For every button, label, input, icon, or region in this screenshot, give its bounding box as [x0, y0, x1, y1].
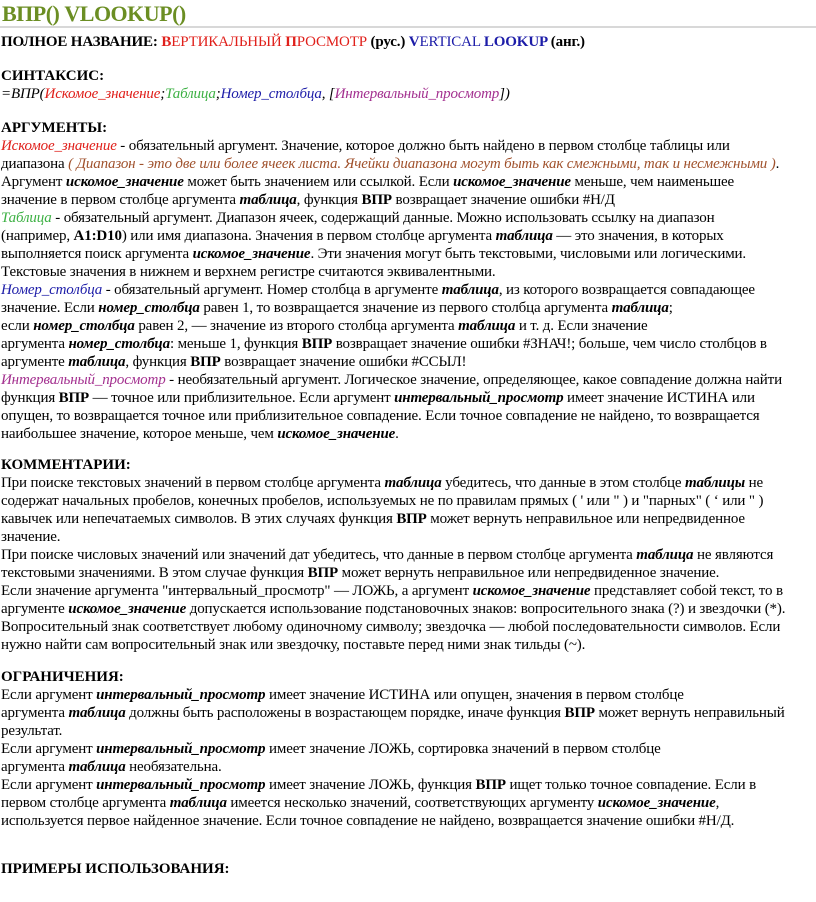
text-run: Если аргумент [1, 777, 97, 793]
emphasized-text: интервальный_просмотр [96, 777, 266, 793]
syntax-text [1, 85, 816, 103]
emphasized-text: LOOKUP [483, 34, 548, 50]
examples-heading: ПРИМЕРЫ ИСПОЛЬЗОВАНИЯ: [1, 861, 230, 877]
text-run: Если аргумент [1, 687, 97, 703]
emphasized-text: таблица [611, 300, 669, 316]
text-line [1, 299, 816, 317]
text-line [1, 758, 816, 776]
text-run: первом столбце аргумента [1, 795, 170, 811]
examples-section [1, 860, 816, 878]
emphasized-text: ЕРТИКАЛЬНЫЙ [171, 34, 286, 50]
text-run: При поиске числовых значений или значений дат убедитесь, что данные в первом столбце аргумента [1, 547, 637, 563]
limitations-heading: ОГРАНИЧЕНИЯ: [1, 669, 124, 685]
text-run: меньше, чем наименьшее [570, 174, 735, 190]
emphasized-text: ВПР [301, 336, 333, 352]
emphasized-text: номер_столбца [33, 318, 135, 334]
emphasized-text: таблица [495, 228, 553, 244]
text-run: опущен, то возвращается точное или приблизительное совпадение. Если точное совпадение не найдено, то возвращается [1, 408, 760, 424]
text-run: может вернуть неправильный [594, 705, 785, 721]
emphasized-text: искомое_значение [277, 426, 396, 442]
text-run: - необязательный аргумент. Логическое значение, определяющее, какое совпадение должна найти [165, 372, 782, 388]
text-line [1, 492, 816, 510]
emphasized-text: Интервальный_просмотр [334, 86, 500, 102]
text-run: возвращает значение ошибки #ССЫЛ! [220, 354, 467, 370]
text-run: - обязательный аргумент. Диапазон ячеек, содержащий данные. Можно использовать ссылку на диапазон [51, 210, 715, 226]
emphasized-text: ВПР [564, 705, 595, 721]
text-run: убедитесь, что данные в этом столбце [441, 475, 686, 491]
text-run: — это значения, в которых [552, 228, 724, 244]
emphasized-text: В [161, 34, 172, 50]
emphasized-text: (анг.) [547, 34, 585, 50]
text-run: , из которого возвращается совпадающее [498, 282, 755, 298]
arguments-heading: АРГУМЕНТЫ: [1, 120, 108, 136]
emphasized-text: интервальный_просмотр [96, 687, 266, 703]
emphasized-text: таблица [68, 759, 126, 775]
syntax-heading: СИНТАКСИС: [1, 68, 105, 84]
text-line [1, 794, 816, 812]
emphasized-text: =ВПР( [1, 86, 45, 102]
text-line [1, 371, 816, 389]
text-run: допускается использование подстановочных знаков: вопросительного знака (?) и звездочки (*). [186, 601, 786, 617]
comments-heading: КОММЕНТАРИИ: [1, 457, 131, 473]
text-run: : меньше 1, функция [169, 336, 302, 352]
text-run: Вопросительный знак соответствует любому одиночному символу; звездочка — любой последовательности символов. Если [1, 619, 781, 635]
emphasized-text: ERTICAL [419, 34, 484, 50]
emphasized-text: ВПР [396, 511, 427, 527]
emphasized-text: таблица [441, 282, 499, 298]
text-run: (например, [1, 228, 74, 244]
text-run: . [395, 426, 399, 442]
emphasized-text: ВПР [475, 777, 506, 793]
text-line [1, 546, 816, 564]
emphasized-text: искомое_значение [597, 795, 716, 811]
emphasized-text: ]) [499, 86, 510, 102]
text-run: возвращает значение ошибки #Н/Д [391, 192, 615, 208]
text-run: значение в первом столбце аргумента [1, 192, 240, 208]
text-line [1, 317, 816, 335]
text-run: необязательна. [125, 759, 222, 775]
text-line [1, 33, 816, 51]
emphasized-text: РОСМОТР [296, 34, 367, 50]
text-run: Если аргумент [1, 741, 97, 757]
text-run: выполняется поиск аргумента [1, 246, 193, 262]
comments-text [1, 474, 816, 654]
text-line [1, 600, 816, 618]
text-run: кавычек или непечатаемых символов. В этих случаях функция [1, 511, 397, 527]
text-run: - обязательный аргумент. Номер столбца в аргументе [102, 282, 442, 298]
text-line [1, 263, 816, 281]
text-line [1, 704, 816, 722]
text-line [1, 245, 816, 263]
emphasized-text: V [408, 34, 420, 50]
text-run: аргументе [1, 354, 69, 370]
emphasized-text: таблицы [685, 475, 746, 491]
text-run: — точное или приблизительное. Если аргумент [89, 390, 395, 406]
emphasized-text: искомое_значение [453, 174, 571, 190]
text-run: , [715, 795, 720, 811]
text-line [1, 85, 816, 103]
text-run: имеется несколько значений, соответствующих аргументу [226, 795, 598, 811]
text-run: Текстовые значения в нижнем и верхнем регистре считаются эквивалентными. [1, 264, 496, 280]
text-line [1, 425, 816, 443]
text-run: имеет значение ИСТИНА или опущен, значения в первом столбце [265, 687, 684, 703]
emphasized-text: Номер_столбца [1, 282, 103, 298]
text-run: имеет значение ЛОЖЬ, функция [265, 777, 476, 793]
emphasized-text: таблица [384, 475, 442, 491]
emphasized-text: номер_столбца [98, 300, 200, 316]
text-run: не [745, 475, 764, 491]
text-run: значение. Если [1, 300, 99, 316]
text-run: и т. д. Если значение [515, 318, 648, 334]
limitations-text [1, 686, 816, 830]
text-run: Если значение аргумента "интервальный_просмотр" — ЛОЖЬ, а аргумент [1, 583, 473, 599]
text-line [1, 353, 816, 371]
emphasized-text: таблица [636, 547, 694, 563]
emphasized-text: Интервальный_просмотр [1, 372, 166, 388]
text-run: нужно найти сам вопросительный знак или звездочку, поставьте перед ними знак тильды (~). [1, 637, 586, 653]
text-run: аргумента [1, 759, 69, 775]
arguments-text [1, 137, 816, 443]
text-run: ; [668, 300, 673, 316]
emphasized-text: , [ [321, 86, 335, 102]
emphasized-text: (рус.) [366, 34, 409, 50]
emphasized-text: ПОЛНОЕ НАЗВАНИЕ: [1, 34, 162, 50]
text-run: функция [1, 390, 59, 406]
text-run: содержат начальных пробелов, конечных пробелов, используемых не по правилам прямых ( ' или " ) и "парных" ( ‘ или " ) [1, 493, 764, 509]
text-run: равен 1, то возвращается значение из первого столбца аргумента [199, 300, 612, 316]
text-run: Аргумент [1, 174, 66, 190]
emphasized-text: таблица [239, 192, 297, 208]
emphasized-text: Номер_столбца [220, 86, 322, 102]
emphasized-text: номер_столбца [68, 336, 170, 352]
text-run: ищет только точное совпадение. Если в [505, 777, 756, 793]
text-line [1, 389, 816, 407]
text-run: аргумента [1, 705, 69, 721]
text-run: , функция [296, 192, 362, 208]
emphasized-text: ; [160, 86, 166, 102]
text-line [1, 474, 816, 492]
emphasized-text: A1:D10 [73, 228, 122, 244]
emphasized-text: искомое_значение [192, 246, 311, 262]
text-line [1, 722, 816, 740]
text-run: может вернуть неправильное или непредвиденное [426, 511, 745, 527]
text-line [1, 281, 816, 299]
text-line [1, 618, 816, 636]
text-line [1, 564, 816, 582]
text-line [1, 335, 816, 353]
emphasized-text: ; [215, 86, 221, 102]
emphasized-text: таблица [169, 795, 227, 811]
text-run: диапазона [1, 156, 69, 172]
emphasized-text: интервальный_просмотр [96, 741, 266, 757]
text-run: не являются [693, 547, 774, 563]
emphasized-text: Искомое_значение [1, 138, 117, 154]
text-run: наибольшее значение, которое меньше, чем [1, 426, 278, 442]
title-divider [0, 26, 816, 28]
text-run: , функция [125, 354, 191, 370]
text-run: - обязательный аргумент. Значение, которое должно быть найдено в первом столбце таблицы или [116, 138, 730, 154]
emphasized-text: ( Диапазон - это две или более ячеек листа. Ячейки диапазона могут быть как смежными, так и несмежными ) [68, 156, 776, 172]
text-run: используется первое найденное значение. Если точное совпадение не найдено, возвращается значение ошибки #Н/Д. [1, 813, 735, 829]
text-run: При поиске текстовых значений в первом столбце аргумента [1, 475, 385, 491]
emphasized-text: таблица [458, 318, 516, 334]
emphasized-text: таблица [68, 705, 126, 721]
text-line [1, 812, 816, 830]
text-run: ) или имя диапазона. Значения в первом столбце аргумента [121, 228, 496, 244]
emphasized-text: искомое_значение [68, 601, 187, 617]
text-line [1, 776, 816, 794]
emphasized-text: ВПР [190, 354, 221, 370]
emphasized-text: ВПР [307, 565, 339, 581]
text-run: имеет значение ЛОЖЬ, сортировка значений в первом столбце [265, 741, 661, 757]
full-name-section [1, 33, 816, 51]
text-line [1, 191, 816, 209]
text-run: . [775, 156, 780, 172]
text-run: . Эти значения могут быть текстовыми, числовыми или логическими. [310, 246, 747, 262]
text-line [1, 137, 816, 155]
emphasized-text: Таблица [1, 210, 52, 226]
emphasized-text: Таблица [165, 86, 216, 102]
text-line [1, 407, 816, 425]
text-line [1, 740, 816, 758]
arguments-section [1, 119, 816, 443]
emphasized-text: ВПР [361, 192, 392, 208]
full-name-text [1, 33, 816, 51]
emphasized-text: интервальный_просмотр [394, 390, 564, 406]
text-run: должны быть расположены в возрастающем порядке, иначе функция [125, 705, 565, 721]
text-line [1, 209, 816, 227]
limitations-section [1, 668, 816, 830]
text-line [1, 155, 816, 173]
text-line [1, 686, 816, 704]
text-run: результат. [1, 723, 63, 739]
emphasized-text: таблица [68, 354, 126, 370]
syntax-section [1, 67, 816, 103]
text-run: аргументе [1, 601, 69, 617]
text-run: представляет собой текст, то в [590, 583, 783, 599]
text-run: может вернуть неправильное или непредвиденное значение. [338, 565, 720, 581]
text-run: равен 2, — значение из второго столбца аргумента [134, 318, 459, 334]
text-run: если [1, 318, 34, 334]
text-run: может быть значением или ссылкой. Если [183, 174, 454, 190]
text-line [1, 582, 816, 600]
text-run: имеет значение ИСТИНА или [563, 390, 755, 406]
page-title: ВПР() VLOOKUP() [2, 1, 186, 26]
text-line [1, 636, 816, 654]
text-line [1, 173, 816, 191]
comments-section [1, 456, 816, 654]
text-line [1, 528, 816, 546]
text-run: аргумента [1, 336, 69, 352]
emphasized-text: искомое_значение [472, 583, 591, 599]
emphasized-text: Искомое_значение [44, 86, 161, 102]
text-run: текстовыми значениями. В этом случае функция [1, 565, 308, 581]
emphasized-text: ВПР [58, 390, 90, 406]
emphasized-text: искомое_значение [65, 174, 184, 190]
emphasized-text: П [285, 34, 297, 50]
text-line [1, 510, 816, 528]
text-line [1, 227, 816, 245]
text-run: значение. [1, 529, 61, 545]
text-run: возвращает значение ошибки #ЗНАЧ!; больше, чем число столбцов в [332, 336, 767, 352]
